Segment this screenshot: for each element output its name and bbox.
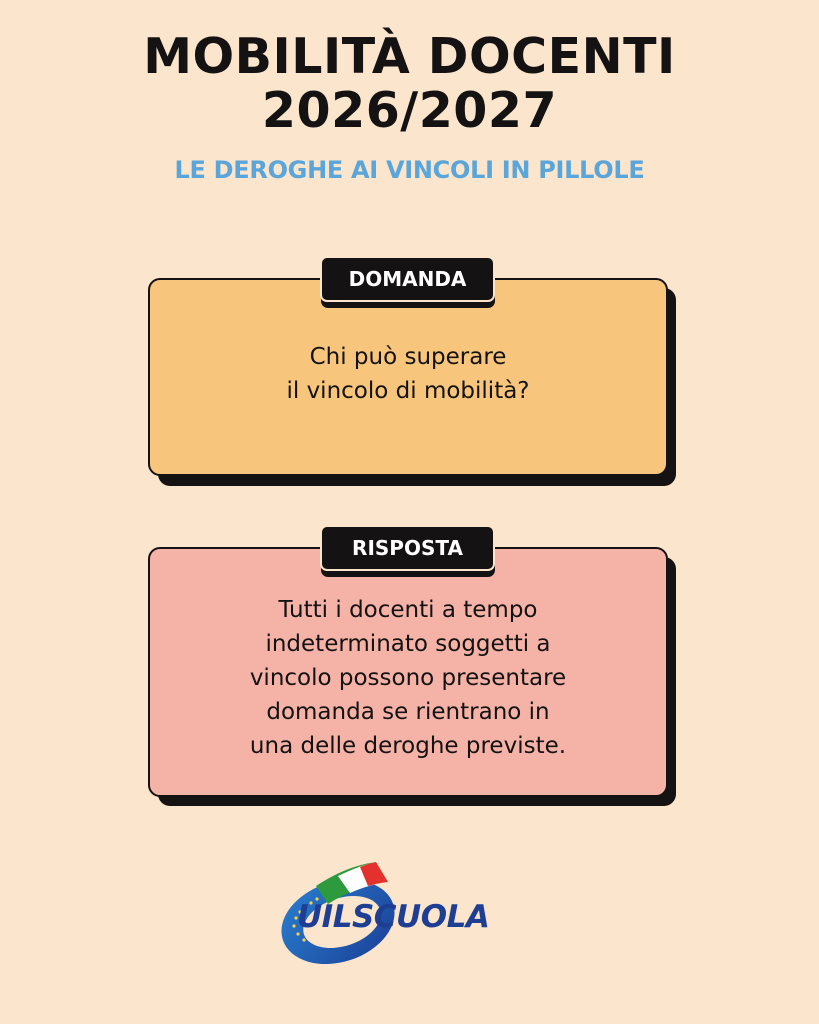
logo-text: UILSCUOLA [297,899,490,935]
question-line-1: Chi può superare [309,344,507,370]
answer-line-3: vincolo possono presentare [249,665,567,691]
title-line-1: MOBILITÀ DOCENTI [143,28,676,85]
question-line-2: il vincolo di mobilità? [286,378,530,404]
answer-line-2: indeterminato soggetti a [265,631,551,657]
title-line-2: 2026/2027 [261,82,558,139]
answer-card [148,547,668,797]
answer-line-1: Tutti i docenti a tempo [278,597,538,623]
page-subtitle: LE DEROGHE AI VINCOLI IN PILLOLE [174,156,645,184]
answer-line-5: una delle deroghe previste. [249,733,567,759]
page-title [0,30,819,138]
question-tag: DOMANDA [320,256,495,302]
answer-tag: RISPOSTA [320,525,495,571]
answer-line-4: domanda se rientrano in [266,699,550,725]
